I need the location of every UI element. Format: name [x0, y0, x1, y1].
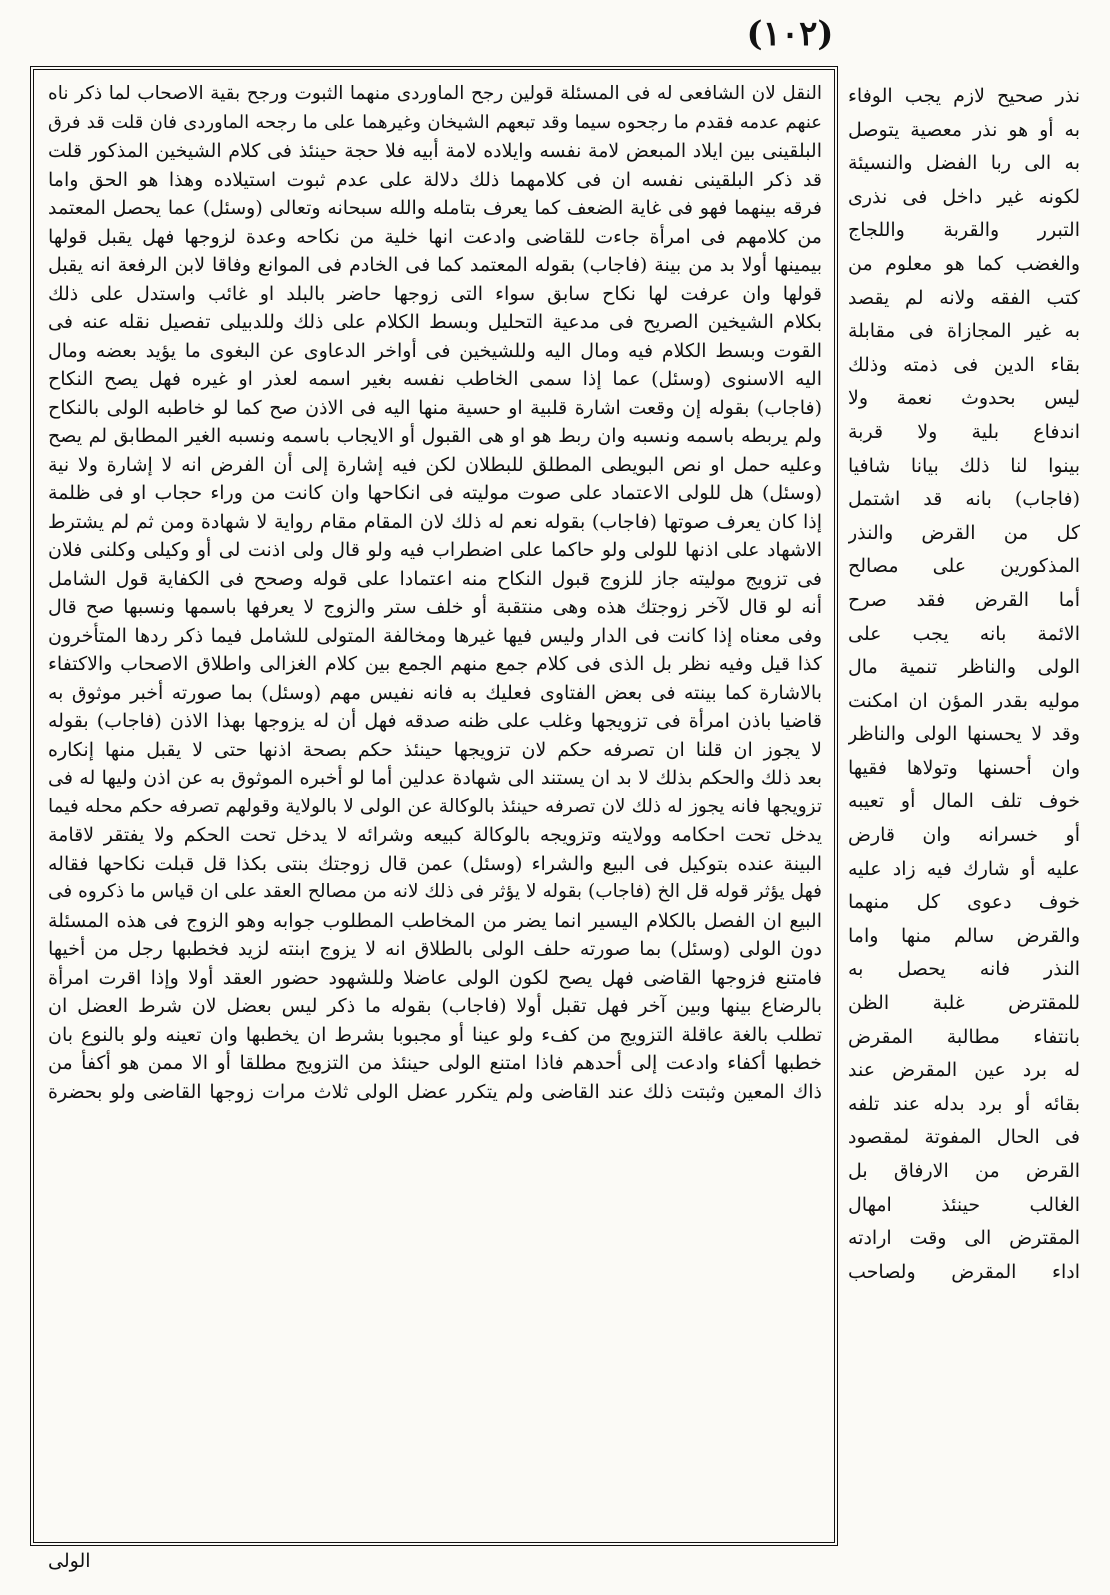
margin-line: نذر صحيح لازم يجب الوفاء	[848, 85, 1080, 107]
text-line: فرقه بينهما فهو فى غاية الضعف كما يعرف بتامله والله سبحانه وتعالى (وسئل) عما يحصل المعتمد	[48, 197, 822, 219]
text-line: يدخل تحت احكامه وولايته وتزويجه بالوكالة كبيعه وشرائه لا يدخل تحت الحكم ولا يفتقر لاقامة	[48, 824, 822, 846]
margin-line: كتب الفقه ولانه لم يقصد	[848, 286, 1080, 309]
main-text-block	[48, 80, 822, 1530]
margin-line: اندفاع بلية ولا قربة	[848, 420, 1080, 443]
page-number: (١٠٢)	[746, 14, 834, 54]
margin-line: الولى والناظر تنمية مال	[848, 656, 1080, 679]
margin-line: القرض من الارفاق بل	[848, 1160, 1080, 1182]
margin-commentary	[848, 80, 1080, 1530]
text-line: بعد ذلك والحكم بذلك لا بد ان يستند الى شهادة عدلين أما لو أخبره الموثوق به عن اذن وليها له فى	[48, 767, 822, 789]
margin-line: (فاجاب) بانه قد اشتمل	[848, 488, 1080, 511]
margin-line: أما القرض فقد صرح	[848, 588, 1080, 611]
margin-line: فى الحال المفوتة لمقصود	[848, 1126, 1080, 1149]
text-line: (وسئل) هل للولى الاعتماد على صوت موليته فى انكاحها وان كانت من وراء حجاب او فى ظلمة	[48, 482, 822, 504]
text-line: (فاجاب) بقوله إن وقعت اشارة قلبية او حسية منها اليه فى الاذن صح كما لو خاطبه الولى بالنكاح	[48, 396, 822, 419]
text-line: خطبها أكفاء وادعت إلى أحدهم فاذا امتنع الولى حينئذ من التزويج مطلقا أو الا ممن هو أكفأ من	[48, 1052, 822, 1074]
margin-line: للمقترض غلبة الظن	[848, 992, 1080, 1015]
margin-line: عليه أو شارك فيه زاد عليه	[848, 857, 1080, 880]
text-line: اليه الاسنوى (وسئل) عما إذا سمى الخاطب نفسه بغير اسمه لعذر او غيره فهل يصح النكاح	[48, 368, 822, 390]
margin-line: موليه بقدر المؤن ان امكنت	[848, 689, 1080, 712]
text-line: فى تزويج موليته جاز للزوج قبول النكاح منه اعتمادا على قوله وصحح فى الكفاية قول الشامل	[48, 567, 822, 590]
text-line: البيع ان الفصل بالكلام اليسير انما يضر من المخاطب المطلوب جوابه وهو الزوج فى هذه المسئلة	[48, 909, 822, 932]
margin-line: أو خسرانه وان قارض	[848, 824, 1080, 847]
margin-line: النذر فانه يحصل به	[848, 958, 1080, 981]
margin-line: المقترض الى وقت ارادته	[848, 1227, 1080, 1250]
margin-line: كل من القرض والنذر	[848, 521, 1080, 544]
text-line: ولم يربطه باسمه ونسبه وان ربط هو او هى القبول أو الايجاب باسمه ونسبه الغير المطابق لم يصح	[48, 425, 822, 447]
margin-line: به الى ربا الفضل والنسيئة	[848, 152, 1080, 175]
text-line: دون الولى (وسئل) بما صورته حلف الولى بالطلاق انه لا يزوج ابنته لزيد فخطبها رجل من أخيها	[48, 938, 822, 960]
text-line: ذاك المعين وثبتت ذلك عند القاضى ولم يتكرر عضل الولى ثلاث مرات زوجها القاضى ولو بحضرة	[48, 1080, 822, 1103]
margin-line: لكونه غير داخل فى نذرى	[848, 185, 1080, 208]
margin-line: وان أحسنها وتولاها فقيها	[848, 756, 1080, 779]
text-line: وفى معناه إذا كانت فى الدار وليس فيها غيرها ومخالفة المتولى للشامل فيما ذكر ردها المتأخرون	[48, 624, 822, 647]
margin-line: ليس بحدوث نعمة ولا	[848, 387, 1080, 410]
margin-line: بقائه أو برد بدله عند تلفه	[848, 1092, 1080, 1115]
text-line: لا يجوز ان قلنا ان تصرفه حكم لان تزويجها حينئذ حكم بصحة اذنها حتى لا يقبل منها إنكاره	[48, 738, 822, 761]
margin-line: اداء المقرض ولصاحب	[848, 1260, 1080, 1283]
text-line: بالاشارة كما بينته فى بعض الفتاوى فعليك به فانه نفيس مهم (وسئل) بما صورته أخبر موثوق به	[48, 681, 822, 704]
margin-line: الغالب حينئذ امهال	[848, 1193, 1080, 1216]
margin-line: الائمة بانه يجب على	[848, 622, 1080, 645]
margin-line: المذكورين على مصالح	[848, 555, 1080, 578]
margin-line: والغضب كما هو معلوم من	[848, 252, 1080, 275]
margin-line: به أو هو نذر معصية يتوصل	[848, 118, 1080, 141]
margin-line: به غير المجازاة فى مقابلة	[848, 320, 1080, 343]
text-line: فامتنع فزوجها القاضى فهل يصح لكون الولى عاضلا وللشهود حضور العقد أولا وإذا اقرت امرأة	[48, 966, 822, 989]
text-line: وعليه حمل او نص البويطى المطلق للبطلان لكن فيه إشارة إلى أن الفرض انه لا إشارة ولا نية	[48, 453, 822, 476]
text-line: البلقينى بين ايلاد المبعض لامة نفسه وايلاده لامة أبيه فلا حجة حينئذ فى كلام الشيخين المذكور قلت	[48, 140, 822, 162]
text-line: إذا كان يعرف صوتها (فاجاب) بقوله نعم له ذلك لان المقام مقام رواية لا شهادة ومن ثم لم يشترط	[48, 510, 822, 533]
text-line: قاضيا باذن امرأة فى تزويجها وغلب على ظنه صدقه فهل أن له يزوجها بهذا الاذن (فاجاب) بقوله	[48, 710, 822, 732]
text-line: النقل لان الشافعى له فى المسئلة قولين رجح الماوردى منهما الثبوت ورجح بقية الاصحاب لما ذكر ناه	[48, 83, 822, 104]
text-line: تطلب بالغة عاقلة التزويج من كفء ولو عينا أو مجبوبا بشرط ان يخطبها وان تعينه ولو بالنوع بان	[48, 1023, 822, 1046]
margin-line: له برد عين المقرض عند	[848, 1059, 1080, 1082]
margin-line: وقد لا يحسنها الولى والناظر	[848, 723, 1080, 746]
margin-line: بينوا لنا ذلك بيانا شافيا	[848, 454, 1080, 477]
text-line: تزويجها فانه يجوز له ذلك لان تصرفه حينئذ بالوكالة عن الولى لا بالولاية وقولهم تصرفه حكم محله فيما	[48, 795, 822, 817]
text-line: أنه لو قال لآخر زوجتك هذه وهى منتقبة أو خلف ستر والزوج لا يعرفها باسمها ونسبها صح قال	[48, 596, 822, 618]
text-line: عنهم عدمه فقدم ما رجحوه سيما وقد تبعهم الشيخان وغيرهما على ما رجحه الماوردى فان قلت قد فرق	[48, 111, 822, 133]
text-line: البينة عنده بتوكيل فى البيع والشراء (وسئل) عمن قال زوجتك بنتى بكذا قل قبلت نكاحها فقاله	[48, 852, 822, 875]
text-line: الاشهاد على اذنها للولى ولو حاكما على اضطراب فيه ولو قال ولى اذنت لى أو وكيلى وكلنى فلان	[48, 539, 822, 561]
margin-line: والقرض سالم منها واما	[848, 924, 1080, 947]
text-line: بالرضاع بينها وبين آخر فهل تقبل أولا (فاجاب) بقوله ما ذكر ليس بعضل لان شرط العضل ان	[48, 995, 822, 1017]
text-line: من كلامهم فى امرأة جاءت للقاضى وادعت انها خلية من نكاحه وعدة لزوجها فهل يقبل قولها	[48, 225, 822, 248]
text-line: بيمينها أولا بد من بينة (فاجاب) بقوله المعتمد كما فى الخادم فى الموانع وفاقا لابن الرفعة انه يقبل	[48, 254, 822, 276]
text-line: بكلام الشيخين الصريح فى مدعية التحليل وبسط الكلام على ذلك وللدبيلى تفصيل نقله عنه فى	[48, 311, 822, 333]
margin-line: التبرر والقربة واللجاج	[848, 219, 1080, 242]
text-line: كذا قيل وفيه نظر بل الذى فى كلام جمع منهم الجمع بين كلام الغزالى واطلاق الاصحاب والاكتفاء	[48, 653, 822, 675]
text-line: قولها وان عرفت لها نكاح سابق سواء التى زوجها حاضر بالبلد او غائب واستدل على ذلك	[48, 282, 822, 305]
text-line: القوت وبسط الكلام فيه ومال اليه وللشيخين فى أواخر الدعاوى عن البغوى ما يؤيد بعضه ومال	[48, 339, 822, 362]
text-line: فهل يؤثر قوله قل الخ (فاجاب) بقوله لا يؤثر فى ذلك لانه من مصالح العقد على ان قياس ما ذكروه فى	[48, 881, 822, 902]
catchword: الولى	[48, 1550, 91, 1572]
text-line: قد ذكر البلقينى نفسه ان فى كلامهما ذلك دلالة على عدم ثبوت استيلاده وهذا هو الحق واما	[48, 168, 822, 191]
margin-line: بقاء الدين فى ذمته وذلك	[848, 353, 1080, 376]
margin-line: خوف دعوى كل منهما	[848, 891, 1080, 914]
margin-line: خوف تلف المال أو تعيبه	[848, 790, 1080, 813]
margin-line: بانتفاء مطالبة المقرض	[848, 1025, 1080, 1048]
